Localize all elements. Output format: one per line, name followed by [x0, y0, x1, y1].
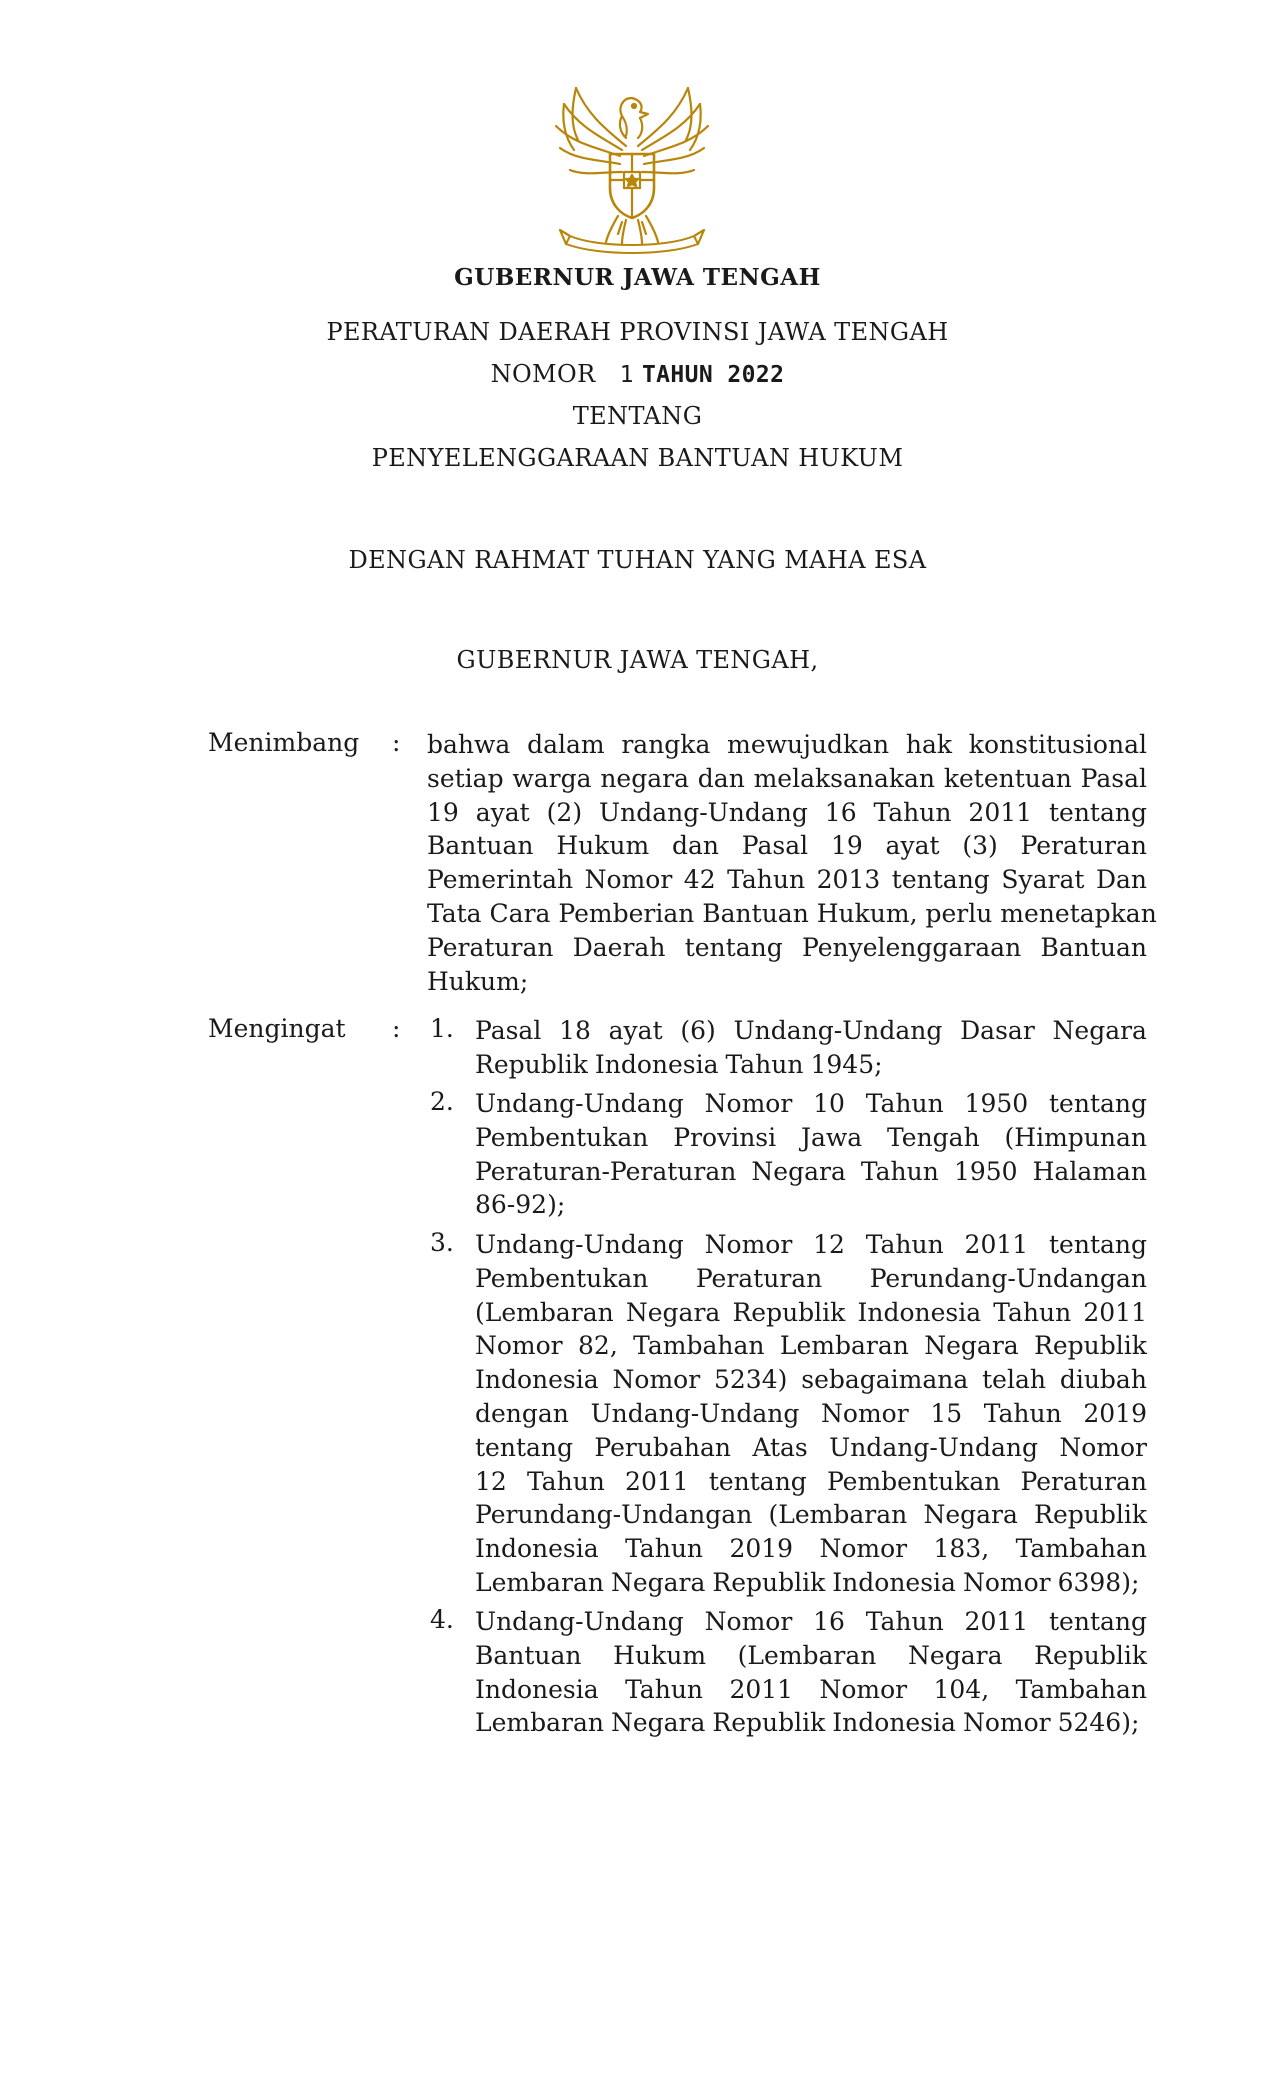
- word: Negara: [908, 1640, 1003, 1670]
- word: Indonesia: [475, 1674, 599, 1704]
- word: Pembentukan: [475, 1122, 649, 1152]
- word: Peraturan: [1020, 1466, 1147, 1496]
- word: telah: [982, 1365, 1046, 1395]
- menimbang-line: Peraturan Daerah tentang Penyelenggaraan Bantuan: [427, 932, 1147, 962]
- word: Republik: [1034, 1331, 1147, 1361]
- word: 18: [559, 1016, 591, 1045]
- word: 2011: [1083, 1297, 1147, 1327]
- word: Lembaran: [475, 1708, 604, 1738]
- mengingat-line: [475, 1673, 1147, 1707]
- word: Undang-Undang: [475, 1607, 684, 1636]
- mengingat-line: [475, 1048, 1147, 1082]
- word: tentang: [708, 1466, 807, 1496]
- word: Negara: [923, 1500, 1018, 1530]
- word: Hukum: [613, 1640, 707, 1670]
- word: Nomor: [962, 1567, 1051, 1597]
- word: 5234): [714, 1365, 788, 1395]
- mengingat-line: [475, 1296, 1147, 1330]
- word: 6398);: [1057, 1567, 1140, 1597]
- word: Nomor: [612, 1365, 701, 1395]
- governor-line: GUBERNUR JAWA TENGAH,: [456, 646, 819, 674]
- word: Negara: [625, 1297, 721, 1327]
- word: Republik: [712, 1567, 826, 1597]
- word: Negara: [924, 1331, 1019, 1361]
- word: Provinsi: [673, 1122, 777, 1152]
- menimbang-line: Hukum;: [427, 966, 529, 996]
- word: 2011: [729, 1674, 794, 1704]
- word: Dasar: [960, 1016, 1035, 1045]
- word: tentang: [475, 1432, 573, 1462]
- word: 12: [475, 1466, 507, 1496]
- word: Indonesia: [475, 1365, 599, 1395]
- word: 2019: [729, 1534, 794, 1564]
- word: 5246);: [1057, 1708, 1140, 1738]
- word: Peraturan-Peraturan: [475, 1156, 737, 1186]
- word: Tahun: [983, 1398, 1062, 1428]
- word: Undang-Undang: [590, 1398, 800, 1428]
- word: diubah: [1059, 1365, 1147, 1395]
- word: Lembaran: [475, 1567, 604, 1597]
- word: Nomor: [962, 1708, 1051, 1738]
- word: Nomor: [704, 1230, 793, 1259]
- word: tentang: [1049, 1089, 1147, 1118]
- mengingat-line: [475, 1228, 1147, 1262]
- blessing-line: DENGAN RAHMAT TUHAN YANG MAHA ESA: [348, 546, 927, 574]
- word: Negara: [610, 1567, 706, 1597]
- mengingat-item-number: 3.: [430, 1228, 454, 1257]
- word: (6): [680, 1016, 716, 1045]
- word: Tahun: [625, 1674, 704, 1704]
- tentang-label: TENTANG: [572, 402, 703, 430]
- word: Indonesia: [857, 1297, 982, 1327]
- mengingat-line: [475, 1363, 1147, 1397]
- mengingat-line: [475, 1087, 1147, 1121]
- mengingat-line: [475, 1155, 1147, 1189]
- word: dengan: [475, 1398, 569, 1428]
- word: Indonesia: [832, 1567, 956, 1597]
- word: Republik: [1034, 1640, 1147, 1670]
- mengingat-item-number: 4.: [430, 1605, 454, 1634]
- menimbang-line: Tata Cara Pemberian Bantuan Hukum, perlu menetapkan: [427, 898, 1157, 928]
- word: tentang: [1049, 1230, 1147, 1259]
- tahun-label: TAHUN 2022: [641, 362, 785, 388]
- regulation-number: [0, 360, 1275, 388]
- word: Nomor: [819, 1674, 908, 1704]
- word: Tahun: [865, 1607, 944, 1636]
- mengingat-line: [475, 1397, 1147, 1431]
- word: Undang-Undang: [829, 1432, 1038, 1462]
- word: Tambahan: [1015, 1534, 1147, 1564]
- mengingat-line: [475, 1431, 1147, 1465]
- word: Tahun: [725, 1049, 804, 1079]
- menimbang-colon: :: [392, 728, 401, 757]
- regulation-subject: PENYELENGGARAAN BANTUAN HUKUM: [371, 444, 904, 472]
- word: Lembaran: [779, 1331, 909, 1361]
- mengingat-line: [475, 1566, 1147, 1600]
- word: Indonesia: [475, 1534, 599, 1564]
- word: Negara: [751, 1156, 846, 1186]
- mengingat-label: Mengingat: [208, 1014, 346, 1043]
- mengingat-line: [475, 1262, 1147, 1296]
- word: Bantuan: [475, 1640, 582, 1670]
- mengingat-line: [475, 1329, 1147, 1363]
- mengingat-line: [475, 1498, 1147, 1532]
- word: 16: [813, 1607, 845, 1636]
- word: Nomor: [1059, 1432, 1147, 1462]
- word: 2011: [625, 1466, 689, 1496]
- word: 1950: [953, 1156, 1018, 1186]
- word: 1945;: [810, 1049, 883, 1079]
- word: Jawa: [800, 1122, 863, 1152]
- mengingat-item: [475, 1087, 1147, 1222]
- word: Pembentukan: [826, 1466, 1001, 1496]
- word: Nomor: [475, 1331, 563, 1361]
- word: sebagaimana: [801, 1365, 969, 1395]
- word: Undang-Undang: [475, 1089, 684, 1118]
- mengingat-line: [475, 1532, 1147, 1566]
- mengingat-line: [475, 1605, 1147, 1639]
- word: Undang-Undang: [475, 1230, 684, 1259]
- word: 2019: [1083, 1398, 1147, 1428]
- word: 2011: [964, 1230, 1029, 1259]
- menimbang-text: [427, 728, 1157, 998]
- garuda-emblem: [548, 76, 716, 254]
- word: Republik: [475, 1049, 588, 1079]
- word: Tahun: [865, 1230, 944, 1259]
- menimbang-label: Menimbang: [208, 728, 360, 757]
- mengingat-line: [475, 1639, 1147, 1673]
- word: Negara: [1052, 1016, 1147, 1045]
- word: Republik: [712, 1708, 826, 1738]
- word: Tambahan: [633, 1331, 765, 1361]
- issuer-heading: GUBERNUR JAWA TENGAH: [454, 264, 821, 291]
- word: ayat: [608, 1016, 663, 1045]
- nomor-value: 1: [619, 362, 634, 388]
- word: Pasal: [475, 1016, 542, 1045]
- word: Nomor: [704, 1607, 793, 1636]
- word: Perundang-Undangan: [869, 1263, 1147, 1293]
- word: (Lembaran: [475, 1297, 614, 1327]
- word: Republik: [732, 1297, 846, 1327]
- menimbang-line: Bantuan Hukum dan Pasal 19 ayat (3) Peraturan: [427, 831, 1147, 861]
- word: Peraturan: [695, 1263, 823, 1293]
- word: Halaman: [1032, 1156, 1147, 1186]
- word: Atas: [752, 1432, 808, 1462]
- word: (Lembaran: [737, 1640, 877, 1670]
- word: Tahun: [865, 1089, 944, 1118]
- word: 104,: [933, 1674, 990, 1704]
- mengingat-item-number: 2.: [430, 1087, 454, 1116]
- mengingat-item: [475, 1228, 1147, 1600]
- word: Nomor: [819, 1534, 908, 1564]
- word: 86-92);: [475, 1190, 566, 1220]
- word: 82,: [578, 1331, 618, 1361]
- nomor-label: NOMOR: [490, 360, 596, 388]
- word: Nomor: [821, 1398, 909, 1428]
- word: 183,: [933, 1534, 990, 1564]
- regulation-title: PERATURAN DAERAH PROVINSI JAWA TENGAH: [326, 318, 949, 346]
- mengingat-item: [475, 1014, 1147, 1082]
- mengingat-line: [475, 1014, 1147, 1048]
- mengingat-line: [475, 1465, 1147, 1499]
- mengingat-line: [475, 1706, 1147, 1740]
- word: Tahun: [625, 1534, 704, 1564]
- mengingat-line: [475, 1188, 1147, 1222]
- word: Tahun: [526, 1466, 605, 1496]
- word: Negara: [610, 1708, 706, 1738]
- word: 1950: [964, 1089, 1029, 1118]
- word: Republik: [1034, 1500, 1147, 1530]
- menimbang-line: setiap warga negara dan melaksanakan ketentuan Pasal: [427, 763, 1147, 793]
- mengingat-line: [475, 1121, 1147, 1155]
- word: (Himpunan: [1004, 1122, 1147, 1152]
- mengingat-item: [475, 1605, 1147, 1740]
- word: Indonesia: [832, 1708, 956, 1738]
- menimbang-line: 19 ayat (2) Undang-Undang 16 Tahun 2011 tentang: [427, 797, 1147, 827]
- word: Tahun: [860, 1156, 939, 1186]
- word: 12: [813, 1230, 845, 1259]
- word: Tengah: [887, 1122, 980, 1152]
- word: 2011: [964, 1607, 1029, 1636]
- word: 15: [930, 1398, 963, 1428]
- word: Tahun: [993, 1297, 1072, 1327]
- word: (Lembaran: [768, 1500, 908, 1530]
- word: Perubahan: [594, 1432, 731, 1462]
- mengingat-item-number: 1.: [430, 1014, 454, 1043]
- menimbang-line: Pemerintah Nomor 42 Tahun 2013 tentang Syarat Dan: [427, 865, 1147, 895]
- menimbang-line: bahwa dalam rangka mewujudkan hak konstitusional: [427, 730, 1147, 759]
- word: Perundang-Undangan: [475, 1500, 753, 1530]
- word: Tambahan: [1015, 1674, 1147, 1704]
- word: Indonesia: [594, 1049, 719, 1079]
- word: tentang: [1049, 1607, 1147, 1636]
- word: Undang-Undang: [733, 1016, 943, 1045]
- mengingat-colon: :: [392, 1014, 401, 1043]
- word: 10: [813, 1089, 845, 1118]
- word: Nomor: [704, 1089, 793, 1118]
- word: Pembentukan: [475, 1263, 649, 1293]
